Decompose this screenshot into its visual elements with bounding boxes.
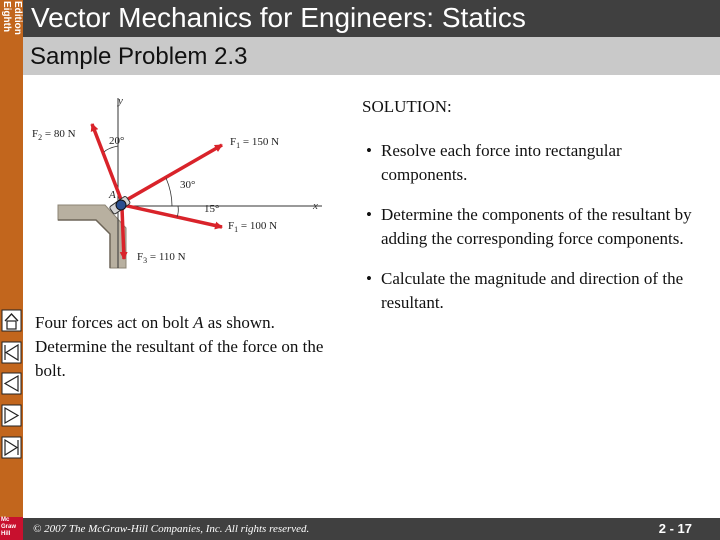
page-number: 2 - 17 (658, 521, 692, 536)
angle-20-label: 20° (109, 135, 125, 147)
bullet-icon: • (366, 205, 372, 224)
f3-label: $F_3 = 110$ N (137, 251, 186, 265)
mcgraw-hill-logo: Mc Graw Hill (0, 517, 23, 540)
solution-step-1: • Resolve each force into rectangular components. (366, 141, 622, 184)
bullet-icon: • (366, 141, 372, 160)
home-icon[interactable] (1, 309, 22, 332)
bullet-icon: • (366, 269, 372, 288)
book-title: Vector Mechanics for Engineers: Statics (31, 2, 526, 33)
y-axis-label: y (118, 95, 123, 107)
edition-line-1: Eighth (1, 1, 12, 33)
x-axis-label: x (313, 200, 318, 212)
edition-label (0, 0, 23, 42)
subtitle-bar (23, 37, 720, 75)
edition-line-2: Edition (12, 1, 23, 35)
first-page-icon[interactable] (1, 341, 22, 364)
last-page-icon[interactable] (1, 436, 22, 459)
copyright-notice: © 2007 The McGraw-Hill Companies, Inc. All rights reserved. (33, 523, 310, 535)
solution-step-3: • Calculate the magnitude and direction of the resultant. (366, 269, 684, 312)
problem-statement: Four forces act on bolt A as shown. Determine the resultant of the force on the bolt. (35, 313, 324, 380)
solution-heading: SOLUTION: (362, 97, 452, 116)
f1-label: $F_1 = 150$ N (230, 136, 280, 150)
sidebar-strip (0, 0, 23, 540)
support-wall (58, 205, 126, 268)
slide-title: Sample Problem 2.3 (30, 43, 248, 70)
angle-30-label: 30° (180, 179, 196, 191)
f2-label: $F_2 = 80$ N (32, 128, 76, 142)
angle-arc-30 (166, 178, 172, 206)
solution-panel (362, 95, 707, 331)
force-diagram (30, 88, 340, 273)
next-page-icon[interactable] (1, 404, 22, 427)
angle-15-label: 15° (204, 203, 220, 215)
angle-arc-15 (177, 206, 178, 217)
point-a-label: A (109, 189, 116, 201)
force-f3-arrow (122, 208, 124, 259)
title-bar (23, 0, 720, 37)
force-f1-arrow (123, 145, 222, 202)
solution-step-2: • Determine the components of the resultant by adding the corresponding force components. (366, 205, 692, 248)
footer-bar (23, 518, 720, 540)
previous-page-icon[interactable] (1, 372, 22, 395)
f4-label: $F_1 = 100$ N (228, 220, 278, 234)
